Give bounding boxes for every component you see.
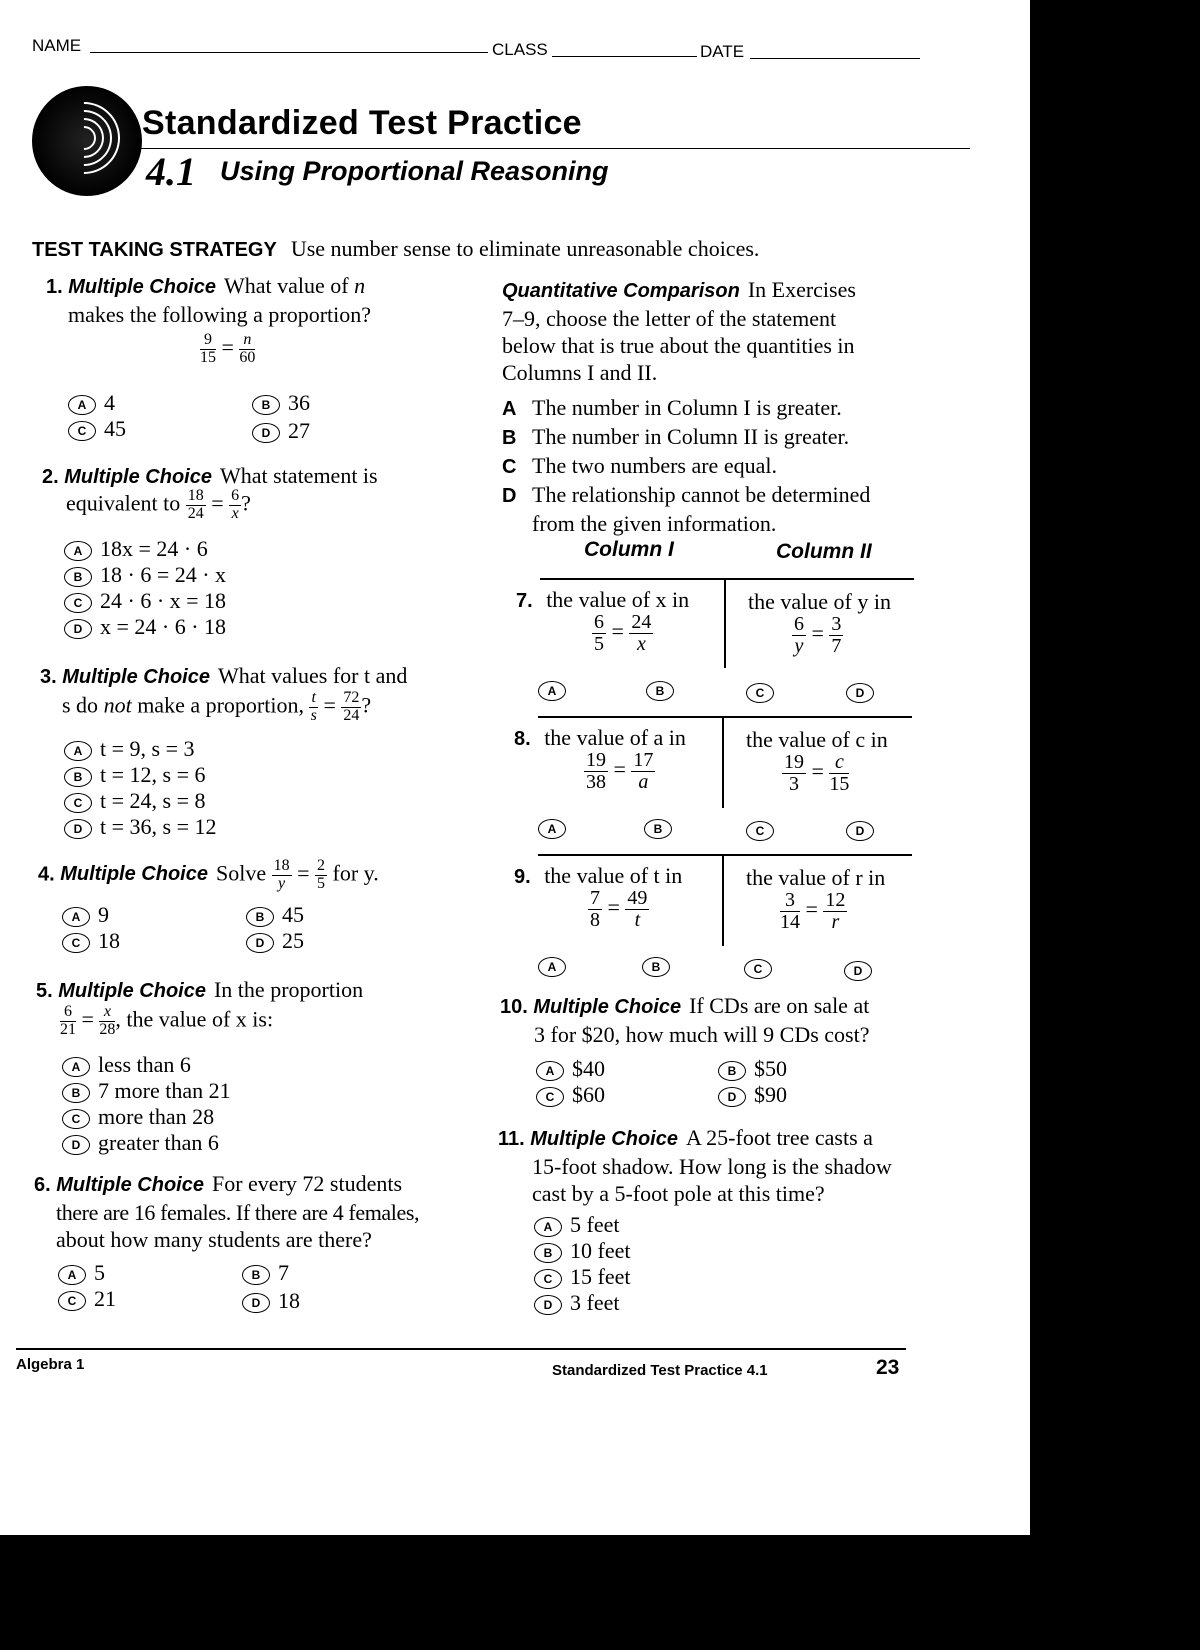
qc-row-9-bubble-b[interactable]: B [642, 952, 678, 978]
q11-choice-c[interactable]: C 15 feet [534, 1264, 630, 1290]
class-label: CLASS [492, 40, 548, 59]
q1-choice-c[interactable]: C 45 [68, 416, 126, 442]
question-11: 11. Multiple Choice A 25-foot tree casts a 15-foot shadow. How long is the shadow cast by a 5-foot pole at this time? [498, 1125, 892, 1206]
qc-row-8-bubble-b[interactable]: B [644, 814, 680, 840]
q1-proportion: $\frac{9}{15}$ = $\frac{n}{60}$ [200, 331, 256, 366]
q2-choice-a[interactable]: A 18x = 24 · 6 [64, 536, 208, 562]
question-2: 2. Multiple Choice What statement is [42, 463, 378, 488]
speaker-logo-icon [32, 86, 142, 196]
qc-row-8-bubble-c[interactable]: C [746, 816, 782, 842]
page-title: Standardized Test Practice [142, 104, 582, 142]
q1-choice-d[interactable]: D 27 [252, 418, 310, 444]
qc-row-9-bubble-a[interactable]: A [538, 952, 574, 978]
name-line [90, 52, 488, 53]
qc-row-7-left-eq: $\frac{6}{5}$ = $\frac{24}{x}$ [594, 611, 652, 655]
qc-row-9-divider [722, 856, 724, 946]
qc-row-7-bubble-c[interactable]: C [746, 678, 782, 704]
qc-row-7-bubble-d[interactable]: D [846, 678, 882, 704]
qc-row-7-bubble-a[interactable]: A [538, 676, 574, 702]
q5-choice-c[interactable]: C more than 28 [62, 1104, 214, 1130]
qc-row-8-bubble-d[interactable]: D [846, 816, 882, 842]
question-4: 4. Multiple Choice Solve $\frac{18}{y}$ = $\frac{2}{5}$ for y. [38, 857, 379, 892]
qc-row-9-left-eq: $\frac{7}{8}$ = $\frac{49}{t}$ [590, 887, 648, 931]
strategy-text: Use number sense to eliminate unreasonable choices. [290, 236, 760, 261]
footer-section: Standardized Test Practice 4.1 [552, 1362, 768, 1379]
name-label: NAME [32, 36, 82, 55]
qc-row-8-right-eq: $\frac{19}{3}$ = $\frac{c}{15}$ [784, 751, 850, 795]
q4-choice-b[interactable]: B 45 [246, 902, 304, 928]
page-number: 23 [876, 1356, 900, 1379]
qc-row-8-rule [538, 716, 912, 718]
q2-choice-c[interactable]: C 24 · 6 · x = 18 [64, 588, 226, 614]
qc-row-9-rule [538, 854, 912, 856]
title-rule [140, 148, 970, 149]
q4-choice-d[interactable]: D 25 [246, 928, 304, 954]
qc-row-7-bubble-b[interactable]: B [646, 676, 682, 702]
q6-choice-c[interactable]: C 21 [58, 1286, 116, 1312]
lesson-number: 4.1 [146, 149, 196, 194]
question-3: 3. Multiple Choice What values for t and [40, 663, 408, 688]
q2-choice-d[interactable]: D x = 24 · 6 · 18 [64, 614, 226, 640]
q3-choice-d[interactable]: D t = 36, s = 12 [64, 814, 217, 840]
footer-rule [16, 1348, 906, 1350]
lesson-subtitle: Using Proportional Reasoning [220, 156, 609, 186]
qc-row-8-divider [722, 718, 724, 808]
q3-choice-b[interactable]: B t = 12, s = 6 [64, 762, 206, 788]
q3-stem-line2: s do not make a proportion, $\frac{t}{s}$ = $\frac{72}{24}$ ? [62, 689, 372, 724]
question-5: 5. Multiple Choice In the proportion [36, 977, 364, 1002]
q10-choice-c[interactable]: C $60 [536, 1082, 605, 1108]
column-2-header: Column II [776, 540, 872, 563]
qc-row-7-divider [724, 580, 726, 668]
date-label: DATE [700, 42, 745, 61]
question-6: 6. Multiple Choice For every 72 students there are 16 females. If there are 4 females, about how many students are there? [34, 1171, 420, 1252]
qc-row-9-bubble-d[interactable]: D [844, 956, 880, 982]
date-line [750, 58, 920, 59]
question-10: 10. Multiple Choice If CDs are on sale at 3 for $20, how much will 9 CDs cost? [500, 993, 870, 1047]
qc-row-8-left-eq: $\frac{19}{38}$ = $\frac{17}{a}$ [586, 749, 654, 793]
q2-choice-b[interactable]: B 18 · 6 = 24 · x [64, 562, 226, 588]
qc-row-7-right: the value of y in [748, 589, 891, 614]
qc-row-9-right: the value of r in [746, 865, 886, 890]
q10-choice-b[interactable]: B $50 [718, 1056, 787, 1082]
q6-choice-d[interactable]: D 18 [242, 1288, 300, 1314]
class-line [552, 56, 697, 57]
q5-choice-a[interactable]: A less than 6 [62, 1052, 191, 1078]
q6-choice-a[interactable]: A 5 [58, 1260, 105, 1286]
qc-options: A The number in Column I is greater. B The number in Column II is greater. C The two numbers are equal. D The relationship cannot be determined from the given information. [502, 395, 871, 536]
footer-book: Algebra 1 [16, 1356, 85, 1373]
qc-row-7-rule [540, 578, 914, 580]
qc-row-9-left: 9. the value of t in [514, 863, 683, 888]
q4-choice-c[interactable]: C 18 [62, 928, 120, 954]
q2-stem-line2: equivalent to $\frac{18}{24}$ = $\frac{6}{x}$ ? [66, 487, 251, 522]
qc-row-8-right: the value of c in [746, 727, 888, 752]
q11-choice-b[interactable]: B 10 feet [534, 1238, 630, 1264]
q3-choice-a[interactable]: A t = 9, s = 3 [64, 736, 195, 762]
q6-choice-b[interactable]: B 7 [242, 1260, 289, 1286]
column-1-header: Column I [584, 538, 674, 561]
question-1: 1. Multiple Choice What value of n makes the following a proportion? [46, 273, 372, 327]
qc-row-9-bubble-c[interactable]: C [744, 954, 780, 980]
q5-stem-line2: $\frac{6}{21}$ = $\frac{x}{28}$ , the value of x is: [60, 1003, 274, 1038]
qc-row-9-right-eq: $\frac{3}{14}$ = $\frac{12}{r}$ [780, 889, 846, 933]
q11-choice-a[interactable]: A 5 feet [534, 1212, 619, 1238]
q3-choice-c[interactable]: C t = 24, s = 8 [64, 788, 206, 814]
q10-choice-d[interactable]: D $90 [718, 1082, 787, 1108]
q5-choice-b[interactable]: B 7 more than 21 [62, 1078, 231, 1104]
q1-choice-b[interactable]: B 36 [252, 390, 310, 416]
qc-row-8-left: 8. the value of a in [514, 725, 686, 750]
q10-choice-a[interactable]: A $40 [536, 1056, 605, 1082]
strategy-label: TEST TAKING STRATEGY [32, 239, 277, 261]
q11-choice-d[interactable]: D 3 feet [534, 1290, 619, 1316]
test-taking-strategy [32, 236, 759, 262]
scan-border [0, 1535, 1200, 1650]
q1-choice-a[interactable]: A 4 [68, 390, 115, 416]
qc-row-7-right-eq: $\frac{6}{y}$ = $\frac{3}{7}$ [794, 613, 842, 657]
q5-choice-d[interactable]: D greater than 6 [62, 1130, 219, 1156]
qc-row-8-bubble-a[interactable]: A [538, 814, 574, 840]
q4-choice-a[interactable]: A 9 [62, 902, 109, 928]
qc-instructions: Quantitative Comparison In Exercises 7–9, choose the letter of the statement below that is true about the quantities in Columns I and II. [502, 277, 856, 385]
qc-row-7-left: 7. the value of x in [516, 587, 690, 612]
